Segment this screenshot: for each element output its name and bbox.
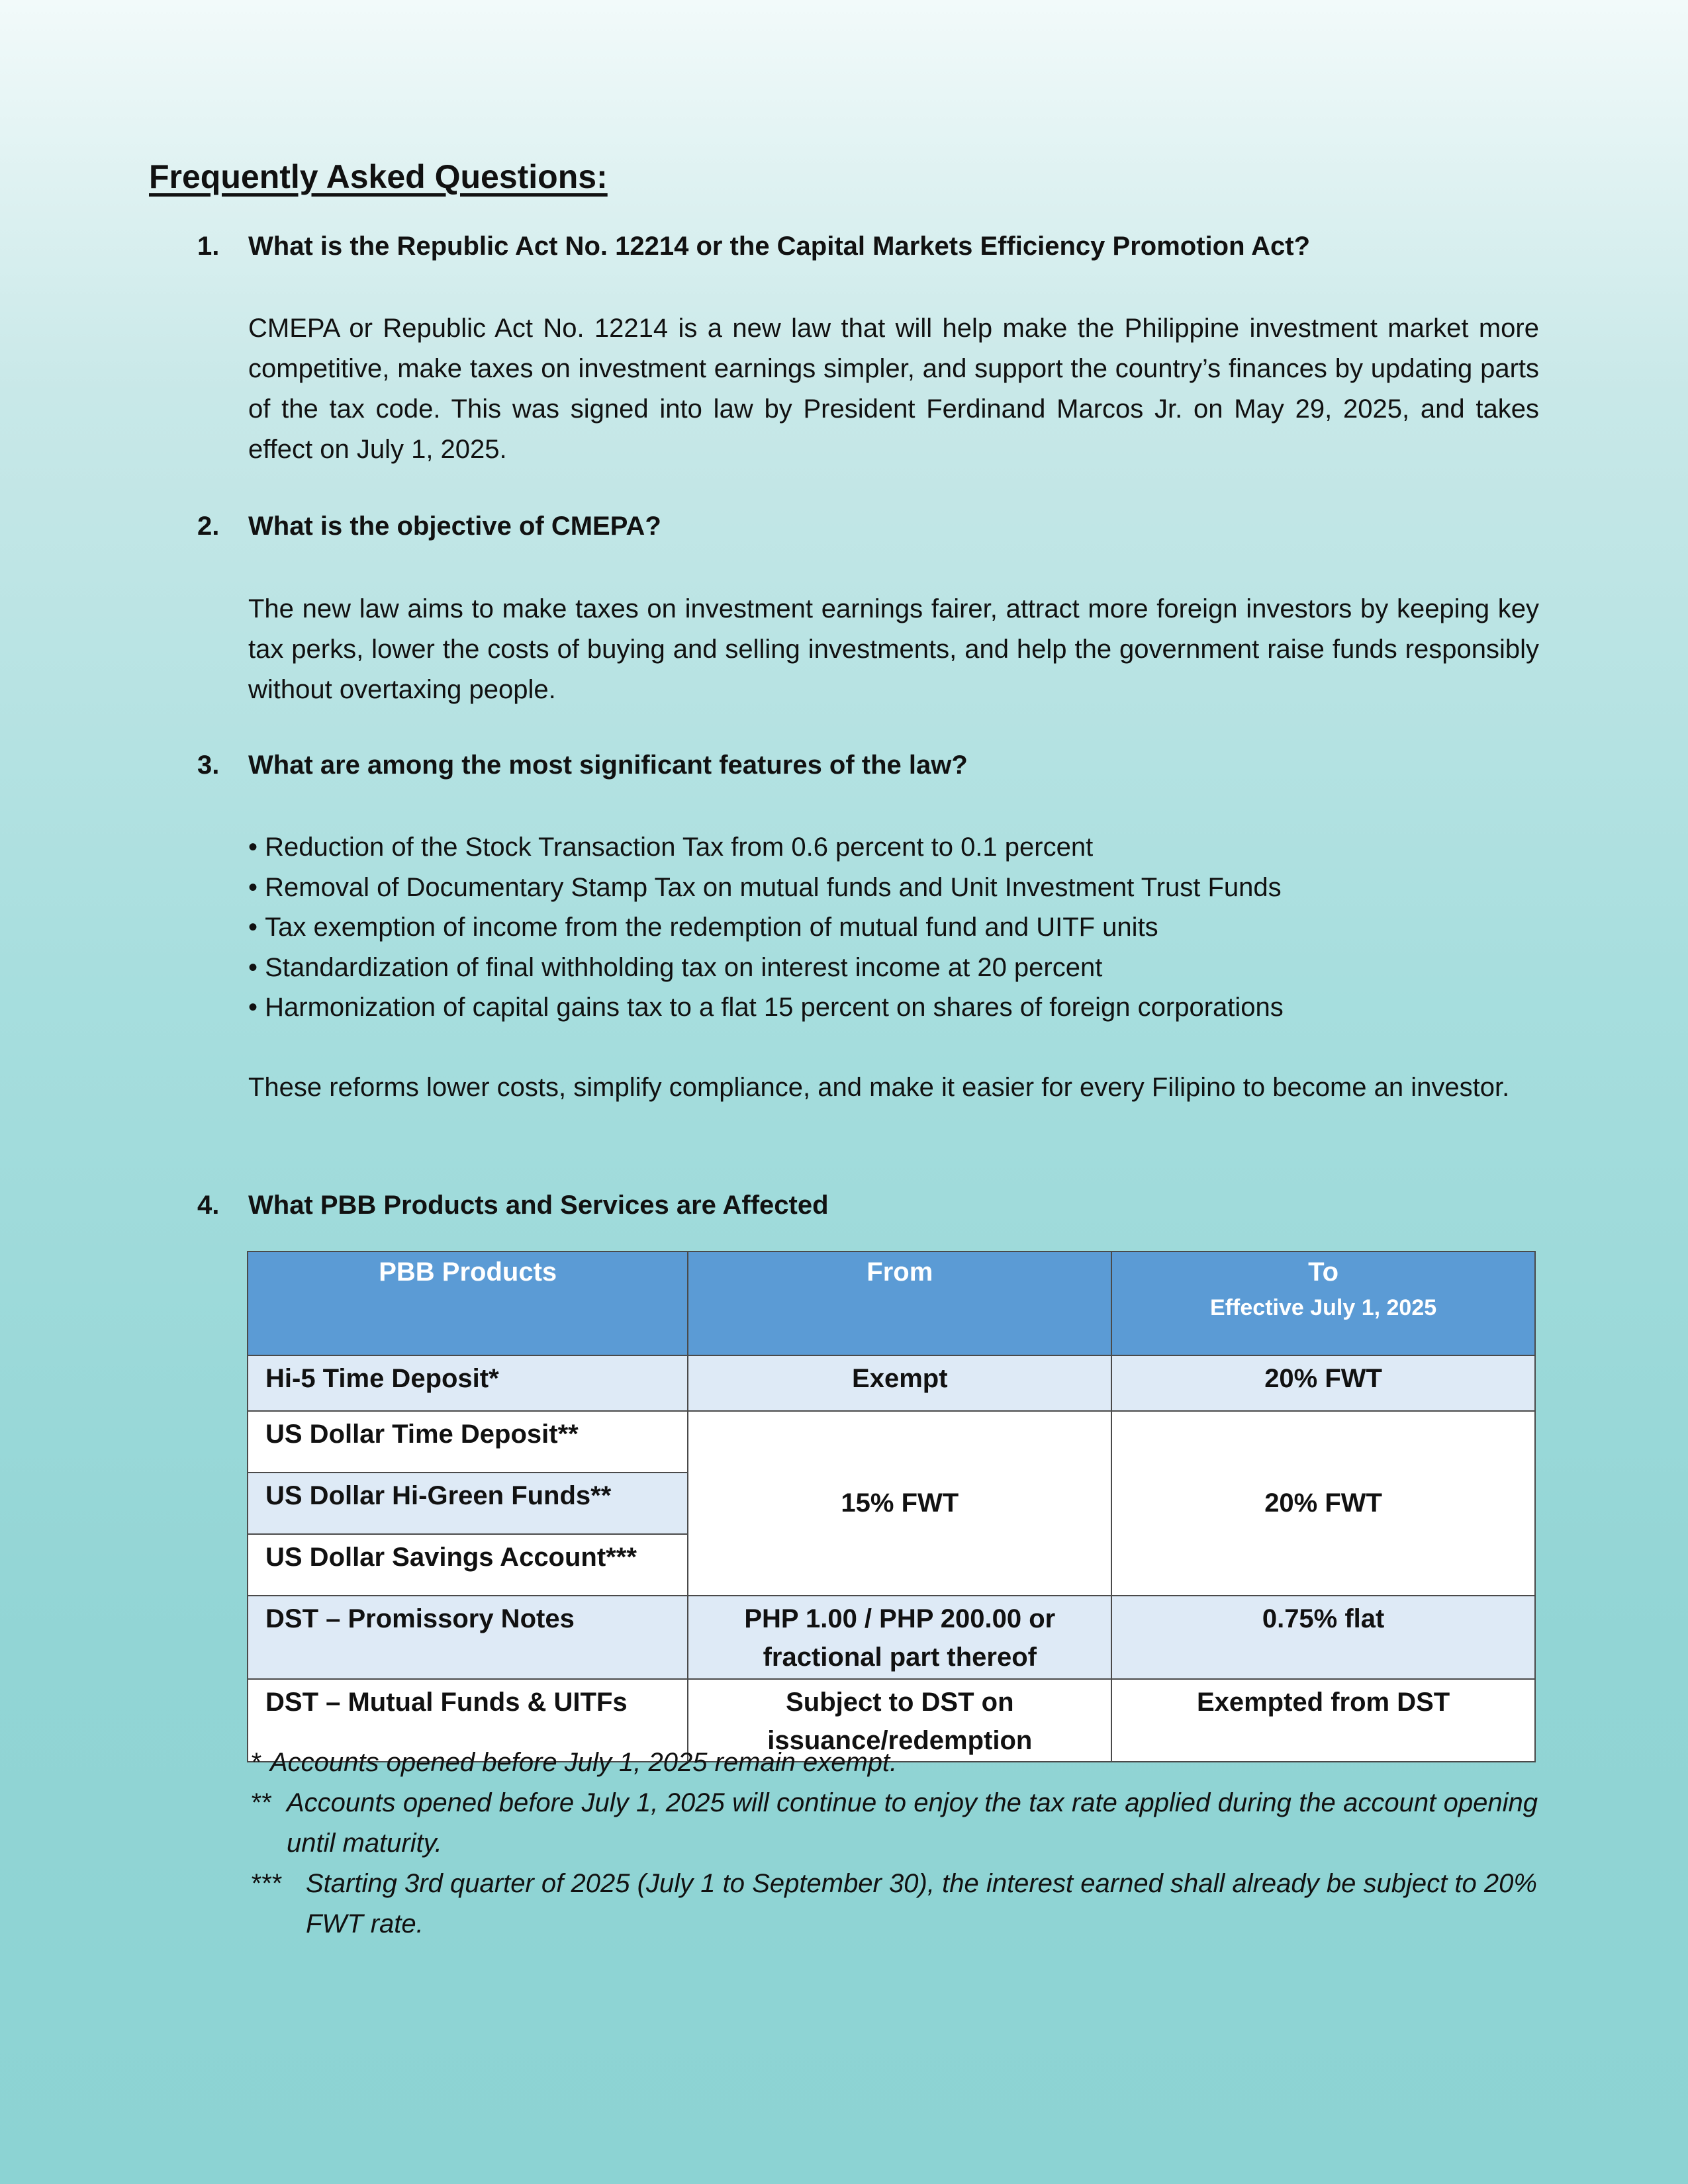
answer-3: These reforms lower costs, simplify compliance, and make it easier for every Filipino to become an investor.: [248, 1073, 1510, 1102]
from-value: PHP 1.00 / PHP 200.00 or fractional part thereof: [688, 1596, 1111, 1679]
page-title: Frequently Asked Questions:: [149, 158, 608, 195]
question-3-number: 3.: [197, 751, 220, 780]
affected-products-table: [247, 1251, 1536, 1762]
header-products: PBB Products: [248, 1251, 688, 1355]
question-1: What is the Republic Act No. 12214 or the Capital Markets Efficiency Promotion Act?: [248, 232, 1311, 261]
product-name: Hi-5 Time Deposit*: [248, 1355, 688, 1411]
footnote-1-marker: *: [250, 1748, 261, 1777]
feature-item: • Removal of Documentary Stamp Tax on mutual funds and Unit Investment Trust Funds: [248, 868, 1284, 908]
feature-item: • Reduction of the Stock Transaction Tax from 0.6 percent to 0.1 percent: [248, 827, 1284, 868]
to-value: 20% FWT: [1111, 1411, 1535, 1596]
from-value: Exempt: [688, 1355, 1111, 1411]
footnote-3: Starting 3rd quarter of 2025 (July 1 to September 30), the interest earned shall already be subject to 20% FWT rate.: [306, 1869, 1537, 1938]
header-from: From: [688, 1251, 1111, 1355]
table-header-row: [248, 1251, 1535, 1355]
to-value: 0.75% flat: [1111, 1596, 1535, 1679]
question-1-number: 1.: [197, 232, 220, 261]
question-4: What PBB Products and Services are Affected: [248, 1191, 829, 1220]
feature-item: • Harmonization of capital gains tax to a flat 15 percent on shares of foreign corporations: [248, 987, 1284, 1028]
answer-2: The new law aims to make taxes on investment earnings fairer, attract more foreign investors by keeping key tax perks, lower the costs of buying and selling investments, and help the government raise funds responsibly without overtaxing people.: [248, 594, 1539, 704]
product-name: US Dollar Hi-Green Funds**: [248, 1473, 688, 1534]
question-2: What is the objective of CMEPA?: [248, 512, 661, 541]
to-value: Exempted from DST: [1111, 1679, 1535, 1762]
product-name: DST – Promissory Notes: [248, 1596, 688, 1679]
header-to: [1111, 1251, 1535, 1355]
table-row: [248, 1596, 1535, 1679]
header-to-effective-date: Effective July 1, 2025: [1210, 1295, 1437, 1320]
from-value: 15% FWT: [688, 1411, 1111, 1596]
question-2-number: 2.: [197, 512, 220, 541]
feature-item: • Standardization of final withholding tax on interest income at 20 percent: [248, 948, 1284, 988]
question-3: What are among the most significant features of the law?: [248, 751, 968, 780]
footnote-2-marker: **: [250, 1788, 271, 1817]
product-name: US Dollar Time Deposit**: [248, 1411, 688, 1473]
footnote-3-marker: ***: [250, 1869, 281, 1898]
product-name: DST – Mutual Funds & UITFs: [248, 1679, 688, 1762]
table-row: [248, 1355, 1535, 1411]
question-4-number: 4.: [197, 1191, 220, 1220]
footnote-2: Accounts opened before July 1, 2025 will continue to enjoy the tax rate applied during the account opening until maturity.: [287, 1788, 1538, 1858]
to-value: 20% FWT: [1111, 1355, 1535, 1411]
answer-1: CMEPA or Republic Act No. 12214 is a new law that will help make the Philippine investment market more competitive, make taxes on investment earnings simpler, and support the country’s finances by updating parts of the tax code. This was signed into law by President Ferdinand Marcos Jr. on May 29, 2025, and takes effect on July 1, 2025.: [248, 314, 1539, 464]
table-row: [248, 1411, 1535, 1473]
feature-item: • Tax exemption of income from the redemption of mutual fund and UITF units: [248, 907, 1284, 948]
footnote-1: Accounts opened before July 1, 2025 remain exempt.: [270, 1748, 898, 1777]
header-to-label: To: [1308, 1257, 1339, 1287]
product-name: US Dollar Savings Account***: [248, 1534, 688, 1596]
from-value: Subject to DST on issuance/redemption: [688, 1679, 1111, 1762]
features-list: [248, 827, 1284, 1028]
